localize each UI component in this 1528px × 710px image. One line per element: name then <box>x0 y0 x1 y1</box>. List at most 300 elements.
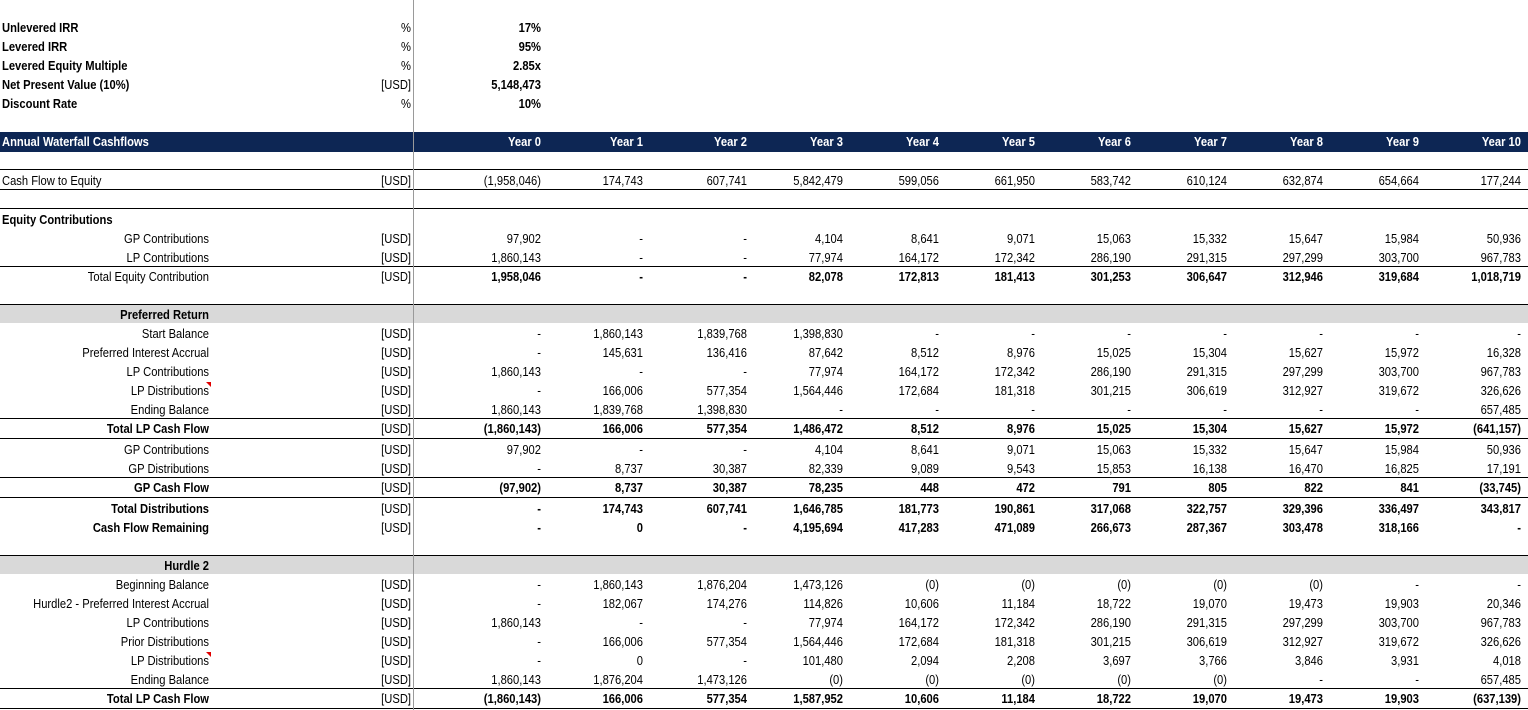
unit-cell[interactable]: [USD] <box>381 615 411 630</box>
value-cell[interactable]: 841 <box>1400 480 1419 495</box>
value-cell[interactable]: 20,346 <box>1486 596 1521 611</box>
value-cell[interactable]: 16,825 <box>1384 461 1419 476</box>
value-cell[interactable]: 306,647 <box>1186 269 1227 284</box>
value-cell[interactable]: 1,839,768 <box>593 402 643 417</box>
value-cell[interactable]: - <box>1319 326 1323 341</box>
value-cell[interactable]: 326,626 <box>1480 383 1521 398</box>
value-cell[interactable]: 78,235 <box>808 480 843 495</box>
value-cell[interactable]: (1,860,143) <box>483 691 541 706</box>
unit-cell[interactable]: [USD] <box>381 250 411 265</box>
header-title[interactable]: Annual Waterfall Cashflows <box>2 134 149 149</box>
value-cell[interactable]: 15,853 <box>1096 461 1131 476</box>
value-cell[interactable]: 15,063 <box>1096 231 1131 246</box>
value-cell[interactable]: 172,342 <box>994 250 1035 265</box>
unit-cell[interactable]: % <box>401 20 411 35</box>
value-cell[interactable]: 291,315 <box>1186 250 1227 265</box>
hurdle-label[interactable]: LP Distributions <box>130 653 209 668</box>
value-cell[interactable]: Year 6 <box>1098 134 1131 149</box>
value-cell[interactable]: 1,473,126 <box>793 577 843 592</box>
value-cell[interactable]: 15,063 <box>1096 442 1131 457</box>
value-cell[interactable]: 181,773 <box>898 501 939 516</box>
value-cell[interactable]: 1,587,952 <box>793 691 843 706</box>
value-cell[interactable]: 9,071 <box>1007 442 1035 457</box>
value-cell[interactable]: - <box>639 269 643 284</box>
value-cell[interactable]: 172,342 <box>994 364 1035 379</box>
preferred-label[interactable]: Start Balance <box>141 326 209 341</box>
value-cell[interactable]: 18,722 <box>1096 596 1131 611</box>
value-cell[interactable]: 164,172 <box>898 364 939 379</box>
unit-cell[interactable]: [USD] <box>381 421 411 436</box>
value-cell[interactable]: (0) <box>1213 672 1227 687</box>
value-cell[interactable]: - <box>639 615 643 630</box>
value-cell[interactable]: 172,813 <box>898 269 939 284</box>
hurdle-label[interactable]: Prior Distributions <box>120 634 209 649</box>
value-cell[interactable]: 319,672 <box>1378 634 1419 649</box>
value-cell[interactable]: 297,299 <box>1282 615 1323 630</box>
summary-label[interactable]: Net Present Value (10%) <box>2 77 130 92</box>
value-cell[interactable]: 82,339 <box>808 461 843 476</box>
value-cell[interactable]: Year 2 <box>714 134 747 149</box>
unit-cell[interactable]: % <box>401 96 411 111</box>
value-cell[interactable]: 97,902 <box>506 231 541 246</box>
value-cell[interactable]: 1,860,143 <box>491 672 541 687</box>
value-cell[interactable]: - <box>1031 326 1035 341</box>
value-cell[interactable]: 1,860,143 <box>491 250 541 265</box>
value-cell[interactable]: - <box>1127 402 1131 417</box>
value-cell[interactable]: 8,976 <box>1007 345 1035 360</box>
value-cell[interactable]: 657,485 <box>1480 672 1521 687</box>
value-cell[interactable]: Year 3 <box>810 134 843 149</box>
value-cell[interactable]: 77,974 <box>808 615 843 630</box>
value-cell[interactable]: - <box>537 634 541 649</box>
preferred-label[interactable]: Preferred Interest Accrual <box>82 345 209 360</box>
value-cell[interactable]: 287,367 <box>1186 520 1227 535</box>
hurdle-title[interactable]: Hurdle 2 <box>164 558 209 573</box>
unit-cell[interactable]: [USD] <box>381 461 411 476</box>
value-cell[interactable]: (0) <box>925 672 939 687</box>
summary-value[interactable]: 95% <box>518 39 541 54</box>
unit-cell[interactable]: % <box>401 39 411 54</box>
value-cell[interactable]: 8,512 <box>911 345 939 360</box>
value-cell[interactable]: 174,743 <box>602 173 643 188</box>
value-cell[interactable]: 967,783 <box>1480 250 1521 265</box>
value-cell[interactable]: 4,195,694 <box>793 520 843 535</box>
value-cell[interactable]: - <box>743 615 747 630</box>
value-cell[interactable]: - <box>1517 577 1521 592</box>
value-cell[interactable]: 181,318 <box>994 383 1035 398</box>
value-cell[interactable]: 19,473 <box>1288 596 1323 611</box>
value-cell[interactable]: Year 5 <box>1002 134 1035 149</box>
value-cell[interactable]: (0) <box>925 577 939 592</box>
value-cell[interactable]: 318,166 <box>1378 520 1419 535</box>
preferred-label[interactable]: GP Cash Flow <box>134 480 209 495</box>
value-cell[interactable]: 8,976 <box>1007 421 1035 436</box>
preferred-label[interactable]: LP Contributions <box>126 364 209 379</box>
preferred-label[interactable]: Cash Flow Remaining <box>92 520 209 535</box>
value-cell[interactable]: (0) <box>1117 577 1131 592</box>
value-cell[interactable]: - <box>743 653 747 668</box>
value-cell[interactable]: - <box>1415 326 1419 341</box>
value-cell[interactable]: 30,387 <box>712 461 747 476</box>
value-cell[interactable]: 1,860,143 <box>593 577 643 592</box>
value-cell[interactable]: 172,342 <box>994 615 1035 630</box>
cfe-label[interactable]: Cash Flow to Equity <box>2 173 102 188</box>
hurdle-label[interactable]: LP Contributions <box>126 615 209 630</box>
value-cell[interactable]: 15,627 <box>1288 345 1323 360</box>
value-cell[interactable]: 15,972 <box>1384 345 1419 360</box>
value-cell[interactable]: 11,184 <box>1001 691 1035 706</box>
unit-cell[interactable]: [USD] <box>381 577 411 592</box>
value-cell[interactable]: 1,860,143 <box>593 326 643 341</box>
value-cell[interactable]: 577,354 <box>706 383 747 398</box>
value-cell[interactable]: - <box>1415 577 1419 592</box>
value-cell[interactable]: 0 <box>636 520 643 535</box>
value-cell[interactable]: 3,697 <box>1103 653 1131 668</box>
value-cell[interactable]: 471,089 <box>994 520 1035 535</box>
value-cell[interactable]: 15,025 <box>1096 345 1131 360</box>
unit-cell[interactable]: [USD] <box>381 442 411 457</box>
value-cell[interactable]: 4,104 <box>815 442 843 457</box>
summary-value[interactable]: 2.85x <box>513 58 541 73</box>
equity-title[interactable]: Equity Contributions <box>2 212 113 227</box>
value-cell[interactable]: - <box>537 653 541 668</box>
value-cell[interactable]: 77,974 <box>808 250 843 265</box>
value-cell[interactable]: 8,641 <box>911 231 939 246</box>
value-cell[interactable]: (0) <box>1117 672 1131 687</box>
value-cell[interactable]: 286,190 <box>1090 250 1131 265</box>
value-cell[interactable]: 967,783 <box>1480 615 1521 630</box>
value-cell[interactable]: - <box>1415 402 1419 417</box>
value-cell[interactable]: 19,903 <box>1384 596 1419 611</box>
value-cell[interactable]: 15,304 <box>1192 345 1227 360</box>
value-cell[interactable]: Year 7 <box>1194 134 1227 149</box>
value-cell[interactable]: - <box>1319 402 1323 417</box>
value-cell[interactable]: - <box>537 345 541 360</box>
value-cell[interactable]: - <box>935 402 939 417</box>
summary-value[interactable]: 17% <box>518 20 541 35</box>
value-cell[interactable]: - <box>935 326 939 341</box>
value-cell[interactable]: 8,737 <box>615 480 643 495</box>
value-cell[interactable]: 577,354 <box>706 691 747 706</box>
value-cell[interactable]: (0) <box>1213 577 1227 592</box>
value-cell[interactable]: - <box>639 231 643 246</box>
value-cell[interactable]: 101,480 <box>802 653 843 668</box>
hurdle-label[interactable]: Ending Balance <box>130 672 209 687</box>
unit-cell[interactable]: [USD] <box>381 364 411 379</box>
value-cell[interactable]: 472 <box>1016 480 1035 495</box>
value-cell[interactable]: (33,745) <box>1479 480 1521 495</box>
value-cell[interactable]: 164,172 <box>898 615 939 630</box>
unit-cell[interactable]: [USD] <box>381 520 411 535</box>
value-cell[interactable]: 181,318 <box>994 634 1035 649</box>
unit-cell[interactable]: [USD] <box>381 480 411 495</box>
value-cell[interactable]: 11,184 <box>1001 596 1035 611</box>
value-cell[interactable]: 967,783 <box>1480 364 1521 379</box>
value-cell[interactable]: 610,124 <box>1186 173 1227 188</box>
hurdle-label[interactable]: Hurdle2 - Preferred Interest Accrual <box>33 596 209 611</box>
value-cell[interactable]: 97,902 <box>506 442 541 457</box>
preferred-title[interactable]: Preferred Return <box>120 307 209 322</box>
value-cell[interactable]: 303,700 <box>1378 615 1419 630</box>
value-cell[interactable]: 172,684 <box>898 383 939 398</box>
value-cell[interactable]: 1,564,446 <box>793 383 843 398</box>
value-cell[interactable]: 15,647 <box>1288 231 1323 246</box>
value-cell[interactable]: 8,641 <box>911 442 939 457</box>
value-cell[interactable]: 303,700 <box>1378 250 1419 265</box>
value-cell[interactable]: 286,190 <box>1090 364 1131 379</box>
value-cell[interactable]: 1,958,046 <box>491 269 541 284</box>
value-cell[interactable]: 3,846 <box>1295 653 1323 668</box>
value-cell[interactable]: 417,283 <box>898 520 939 535</box>
value-cell[interactable]: - <box>743 442 747 457</box>
preferred-label[interactable]: GP Contributions <box>124 442 209 457</box>
value-cell[interactable]: 0 <box>636 653 643 668</box>
value-cell[interactable]: 1,860,143 <box>491 364 541 379</box>
value-cell[interactable]: 30,387 <box>712 480 747 495</box>
value-cell[interactable]: 312,927 <box>1282 634 1323 649</box>
value-cell[interactable]: 322,757 <box>1186 501 1227 516</box>
value-cell[interactable]: 343,817 <box>1480 501 1521 516</box>
value-cell[interactable]: 1,860,143 <box>491 615 541 630</box>
value-cell[interactable]: 9,543 <box>1007 461 1035 476</box>
summary-value[interactable]: 10% <box>518 96 541 111</box>
value-cell[interactable]: - <box>743 269 747 284</box>
value-cell[interactable]: 4,018 <box>1493 653 1521 668</box>
value-cell[interactable]: - <box>537 326 541 341</box>
value-cell[interactable]: 145,631 <box>602 345 643 360</box>
value-cell[interactable]: 1,486,472 <box>793 421 843 436</box>
hurdle-label[interactable]: Total LP Cash Flow <box>106 691 209 706</box>
value-cell[interactable]: - <box>537 577 541 592</box>
value-cell[interactable]: 1,398,830 <box>697 402 747 417</box>
value-cell[interactable]: 181,413 <box>994 269 1035 284</box>
value-cell[interactable]: 166,006 <box>602 421 643 436</box>
value-cell[interactable]: 174,276 <box>706 596 747 611</box>
value-cell[interactable]: 15,025 <box>1096 421 1131 436</box>
value-cell[interactable]: 16,470 <box>1288 461 1323 476</box>
value-cell[interactable]: 317,068 <box>1090 501 1131 516</box>
value-cell[interactable]: 312,927 <box>1282 383 1323 398</box>
unit-cell[interactable]: [USD] <box>381 345 411 360</box>
unit-cell[interactable]: [USD] <box>381 596 411 611</box>
value-cell[interactable]: - <box>537 461 541 476</box>
value-cell[interactable]: - <box>1517 520 1521 535</box>
value-cell[interactable]: 1,876,204 <box>593 672 643 687</box>
value-cell[interactable]: 19,473 <box>1288 691 1323 706</box>
value-cell[interactable]: 319,684 <box>1378 269 1419 284</box>
unit-cell[interactable]: [USD] <box>381 402 411 417</box>
value-cell[interactable]: 286,190 <box>1090 615 1131 630</box>
value-cell[interactable]: 8,512 <box>911 421 939 436</box>
value-cell[interactable]: - <box>1127 326 1131 341</box>
value-cell[interactable]: 1,839,768 <box>697 326 747 341</box>
value-cell[interactable]: (0) <box>1021 672 1035 687</box>
value-cell[interactable]: 15,984 <box>1384 442 1419 457</box>
value-cell[interactable]: 174,743 <box>602 501 643 516</box>
summary-label[interactable]: Unlevered IRR <box>2 20 79 35</box>
value-cell[interactable]: - <box>743 231 747 246</box>
unit-cell[interactable]: [USD] <box>381 501 411 516</box>
value-cell[interactable]: 50,936 <box>1486 442 1521 457</box>
equity-label[interactable]: GP Contributions <box>124 231 209 246</box>
value-cell[interactable]: - <box>537 596 541 611</box>
value-cell[interactable]: 166,006 <box>602 383 643 398</box>
preferred-label[interactable]: GP Distributions <box>128 461 209 476</box>
value-cell[interactable]: - <box>639 250 643 265</box>
value-cell[interactable]: 10,606 <box>904 691 939 706</box>
unit-cell[interactable]: [USD] <box>381 383 411 398</box>
value-cell[interactable]: 87,642 <box>808 345 843 360</box>
unit-cell[interactable]: [USD] <box>381 269 411 284</box>
value-cell[interactable]: 336,497 <box>1378 501 1419 516</box>
value-cell[interactable]: 297,299 <box>1282 250 1323 265</box>
value-cell[interactable]: - <box>537 520 541 535</box>
value-cell[interactable]: 1,860,143 <box>491 402 541 417</box>
value-cell[interactable]: - <box>537 501 541 516</box>
value-cell[interactable]: 182,067 <box>602 596 643 611</box>
unit-cell[interactable]: [USD] <box>381 672 411 687</box>
value-cell[interactable]: 661,950 <box>994 173 1035 188</box>
value-cell[interactable]: (0) <box>1309 577 1323 592</box>
value-cell[interactable]: 306,619 <box>1186 634 1227 649</box>
value-cell[interactable]: 297,299 <box>1282 364 1323 379</box>
value-cell[interactable]: - <box>1319 672 1323 687</box>
value-cell[interactable]: 306,619 <box>1186 383 1227 398</box>
value-cell[interactable]: 1,018,719 <box>1471 269 1521 284</box>
value-cell[interactable]: 15,984 <box>1384 231 1419 246</box>
value-cell[interactable]: 448 <box>920 480 939 495</box>
value-cell[interactable]: - <box>1415 672 1419 687</box>
value-cell[interactable]: 19,903 <box>1384 691 1419 706</box>
value-cell[interactable]: 15,627 <box>1288 421 1323 436</box>
unit-cell[interactable]: [USD] <box>381 173 411 188</box>
value-cell[interactable]: 577,354 <box>706 634 747 649</box>
value-cell[interactable]: 805 <box>1208 480 1227 495</box>
value-cell[interactable]: 77,974 <box>808 364 843 379</box>
value-cell[interactable]: 177,244 <box>1480 173 1521 188</box>
value-cell[interactable]: 16,328 <box>1486 345 1521 360</box>
value-cell[interactable]: 632,874 <box>1282 173 1323 188</box>
value-cell[interactable]: 8,737 <box>615 461 643 476</box>
unit-cell[interactable]: [USD] <box>381 691 411 706</box>
value-cell[interactable]: 312,946 <box>1282 269 1323 284</box>
value-cell[interactable]: 599,056 <box>898 173 939 188</box>
value-cell[interactable]: 50,936 <box>1486 231 1521 246</box>
value-cell[interactable]: 266,673 <box>1090 520 1131 535</box>
value-cell[interactable]: - <box>537 383 541 398</box>
value-cell[interactable]: Year 0 <box>508 134 541 149</box>
value-cell[interactable]: Year 10 <box>1481 134 1521 149</box>
value-cell[interactable]: 16,138 <box>1192 461 1227 476</box>
preferred-label[interactable]: LP Distributions <box>130 383 209 398</box>
value-cell[interactable]: 19,070 <box>1192 596 1227 611</box>
summary-value[interactable]: 5,148,473 <box>491 77 541 92</box>
summary-label[interactable]: Levered Equity Multiple <box>2 58 128 73</box>
value-cell[interactable]: 2,208 <box>1007 653 1035 668</box>
value-cell[interactable]: 1,398,830 <box>793 326 843 341</box>
value-cell[interactable]: (0) <box>1021 577 1035 592</box>
summary-label[interactable]: Discount Rate <box>2 96 78 111</box>
value-cell[interactable]: 329,396 <box>1282 501 1323 516</box>
value-cell[interactable]: 10,606 <box>904 596 939 611</box>
value-cell[interactable]: 301,253 <box>1090 269 1131 284</box>
unit-cell[interactable]: [USD] <box>381 634 411 649</box>
value-cell[interactable]: Year 1 <box>610 134 643 149</box>
value-cell[interactable]: - <box>1223 326 1227 341</box>
value-cell[interactable]: 15,332 <box>1192 231 1227 246</box>
value-cell[interactable]: 114,826 <box>803 596 843 611</box>
value-cell[interactable]: 301,215 <box>1090 634 1131 649</box>
unit-cell[interactable]: % <box>401 58 411 73</box>
value-cell[interactable]: 1,473,126 <box>697 672 747 687</box>
value-cell[interactable]: 5,842,479 <box>793 173 843 188</box>
value-cell[interactable]: (97,902) <box>499 480 541 495</box>
value-cell[interactable]: 15,647 <box>1288 442 1323 457</box>
value-cell[interactable]: 607,741 <box>706 173 747 188</box>
value-cell[interactable]: - <box>639 442 643 457</box>
equity-label[interactable]: LP Contributions <box>126 250 209 265</box>
value-cell[interactable]: - <box>743 520 747 535</box>
value-cell[interactable]: 319,672 <box>1378 383 1419 398</box>
value-cell[interactable]: 1,646,785 <box>793 501 843 516</box>
value-cell[interactable]: 301,215 <box>1090 383 1131 398</box>
value-cell[interactable]: 3,931 <box>1391 653 1419 668</box>
value-cell[interactable]: 136,416 <box>706 345 747 360</box>
value-cell[interactable]: Year 9 <box>1386 134 1419 149</box>
value-cell[interactable]: 3,766 <box>1199 653 1227 668</box>
unit-cell[interactable]: [USD] <box>381 77 411 92</box>
preferred-label[interactable]: Total LP Cash Flow <box>106 421 209 436</box>
preferred-label[interactable]: Ending Balance <box>130 402 209 417</box>
value-cell[interactable]: 657,485 <box>1480 402 1521 417</box>
value-cell[interactable]: 303,478 <box>1282 520 1323 535</box>
value-cell[interactable]: 654,664 <box>1378 173 1419 188</box>
value-cell[interactable]: 291,315 <box>1186 364 1227 379</box>
value-cell[interactable]: 15,304 <box>1192 421 1227 436</box>
value-cell[interactable]: 1,564,446 <box>793 634 843 649</box>
value-cell[interactable]: (641,157) <box>1473 421 1521 436</box>
value-cell[interactable]: 9,071 <box>1007 231 1035 246</box>
value-cell[interactable]: - <box>1031 402 1035 417</box>
value-cell[interactable]: (0) <box>829 672 843 687</box>
value-cell[interactable]: (1,958,046) <box>483 173 541 188</box>
value-cell[interactable]: (1,860,143) <box>483 421 541 436</box>
value-cell[interactable]: 15,332 <box>1192 442 1227 457</box>
value-cell[interactable]: 164,172 <box>898 250 939 265</box>
value-cell[interactable]: - <box>839 402 843 417</box>
value-cell[interactable]: Year 4 <box>906 134 939 149</box>
value-cell[interactable]: 303,700 <box>1378 364 1419 379</box>
summary-label[interactable]: Levered IRR <box>2 39 68 54</box>
value-cell[interactable]: - <box>743 364 747 379</box>
value-cell[interactable]: - <box>1517 326 1521 341</box>
equity-label[interactable]: Total Equity Contribution <box>87 269 209 284</box>
unit-cell[interactable]: [USD] <box>381 653 411 668</box>
unit-cell[interactable]: [USD] <box>381 231 411 246</box>
value-cell[interactable]: 291,315 <box>1186 615 1227 630</box>
hurdle-label[interactable]: Beginning Balance <box>115 577 209 592</box>
value-cell[interactable]: 2,094 <box>911 653 939 668</box>
value-cell[interactable]: 607,741 <box>706 501 747 516</box>
value-cell[interactable]: (637,139) <box>1473 691 1521 706</box>
preferred-label[interactable]: Total Distributions <box>111 501 209 516</box>
value-cell[interactable]: 18,722 <box>1096 691 1131 706</box>
value-cell[interactable]: 190,861 <box>994 501 1035 516</box>
unit-cell[interactable]: [USD] <box>381 326 411 341</box>
value-cell[interactable]: 19,070 <box>1192 691 1227 706</box>
value-cell[interactable]: 17,191 <box>1486 461 1521 476</box>
value-cell[interactable]: 166,006 <box>602 634 643 649</box>
